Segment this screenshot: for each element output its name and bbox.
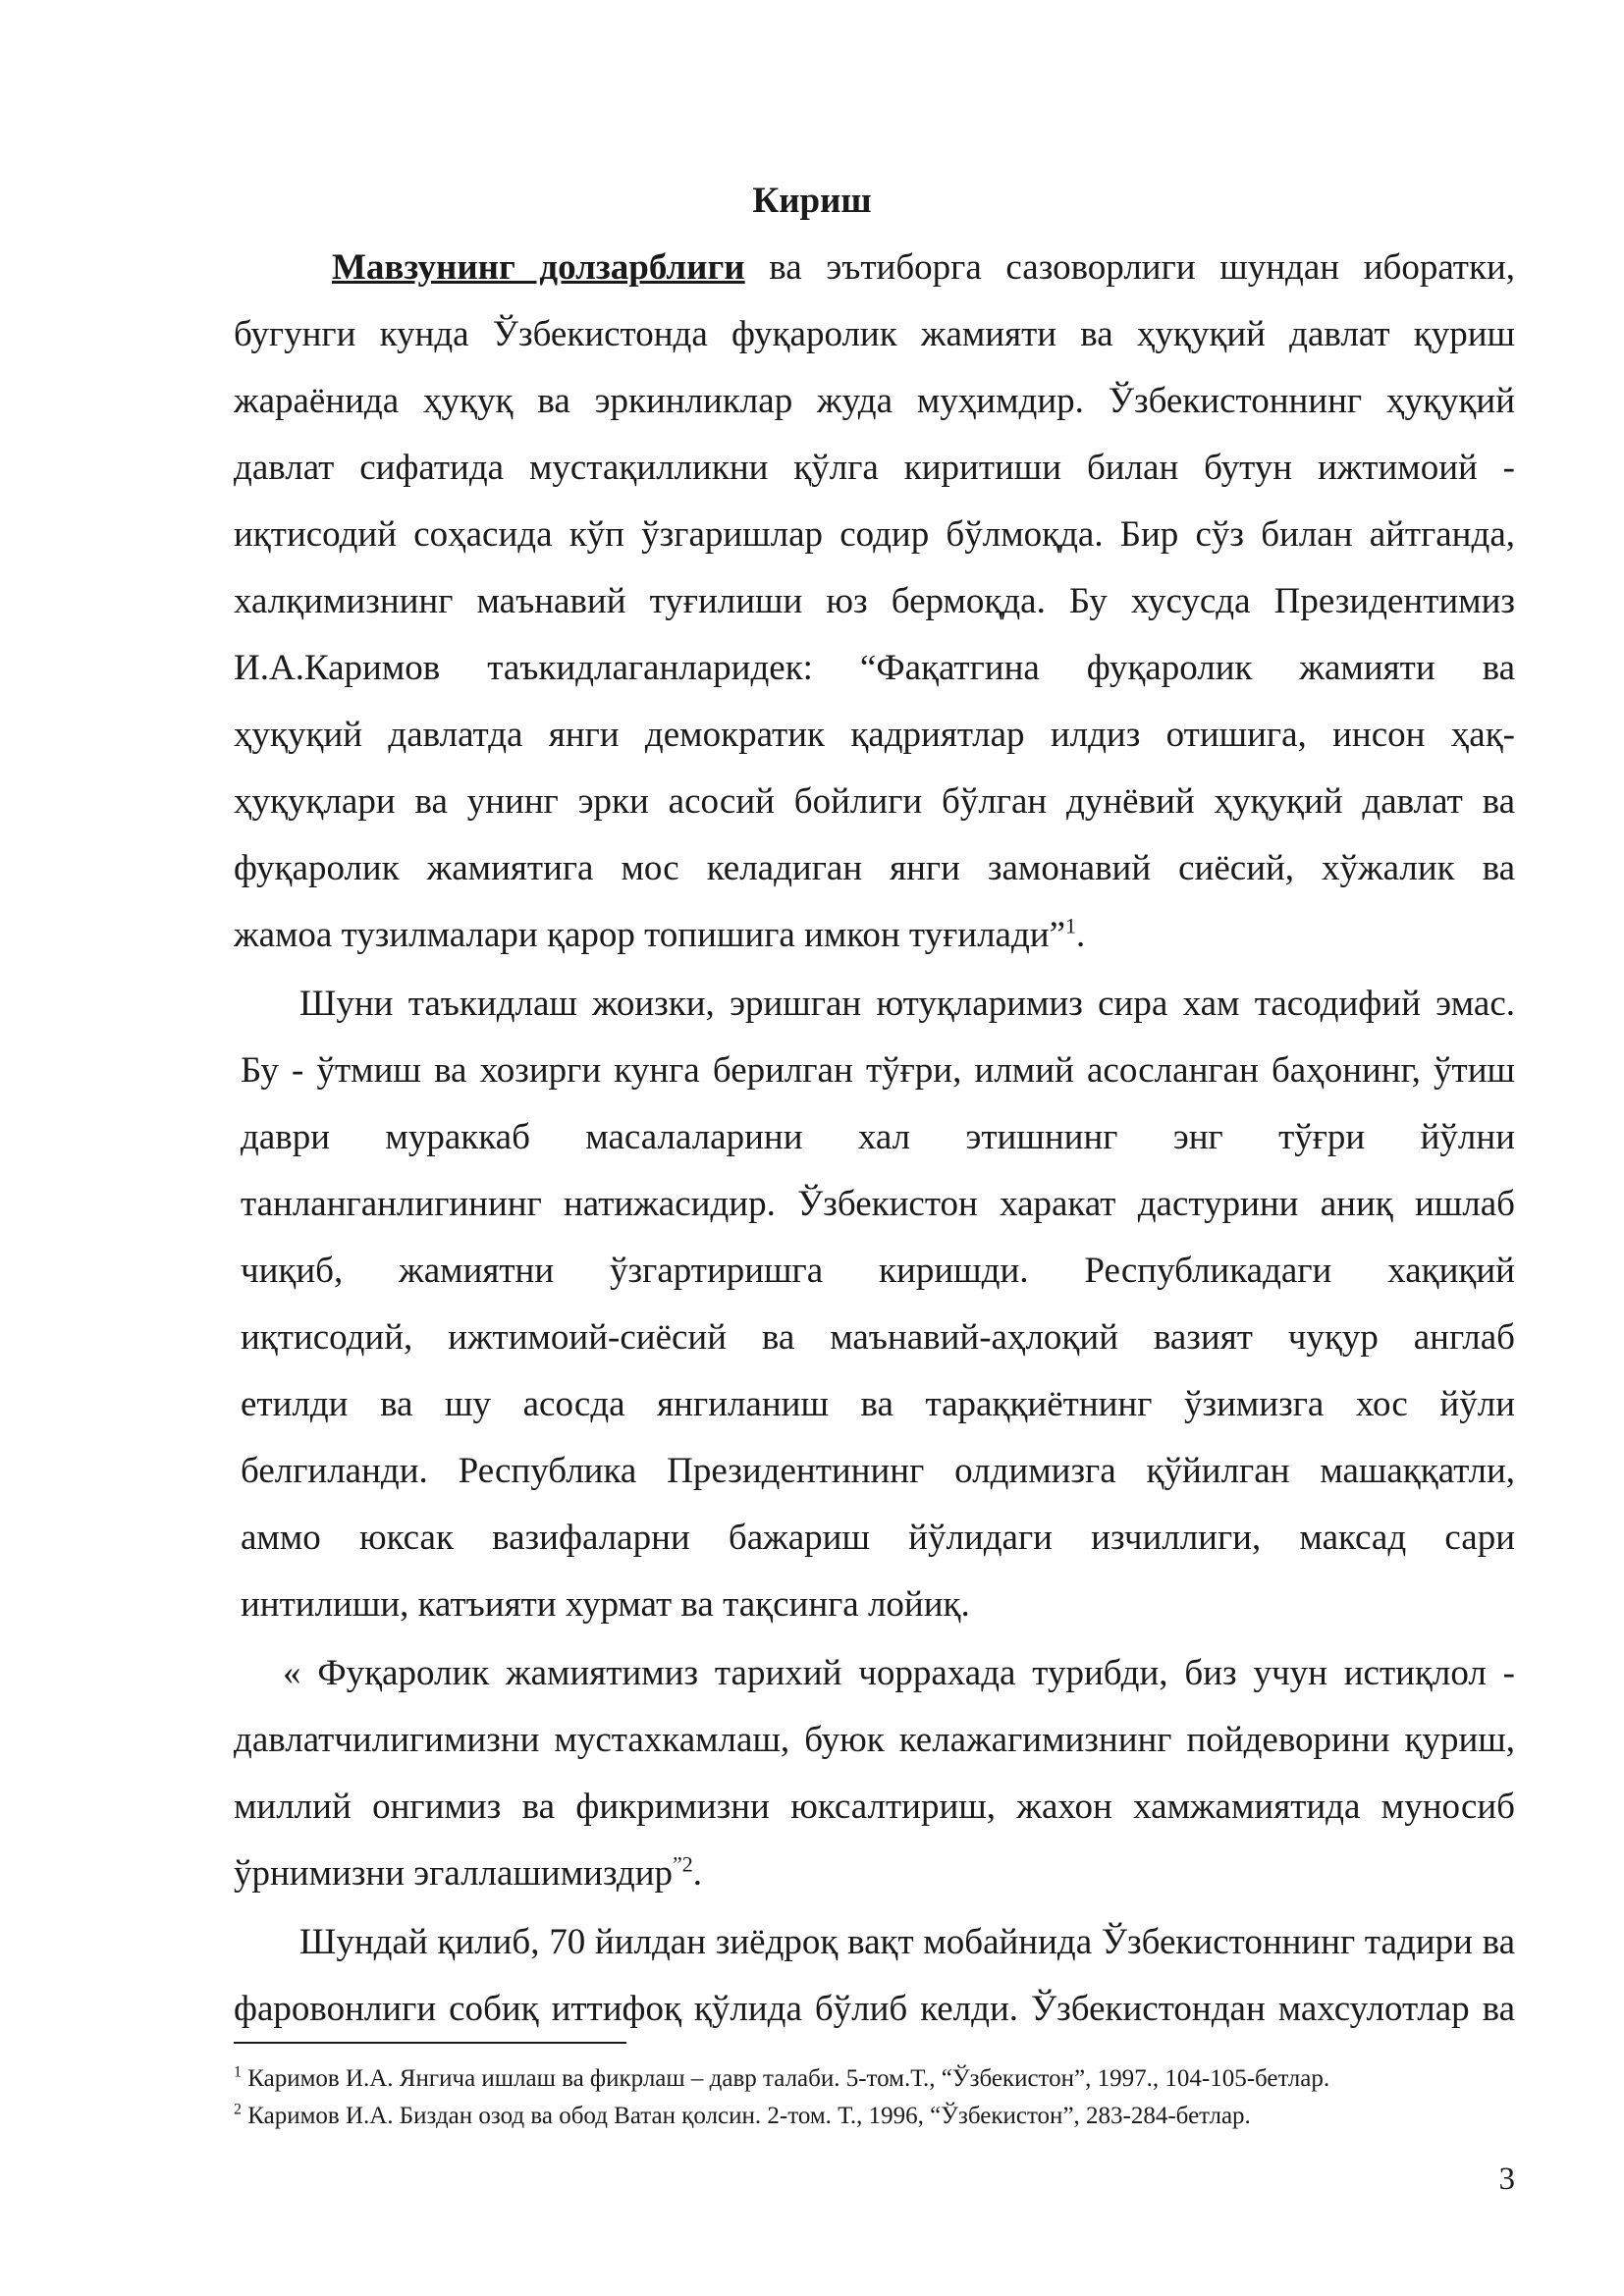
paragraph-2-line-5: чиқиб, жамиятни ўзгартиришга киришди. Республикадаги хақиқий [241,1251,1515,1291]
footnote-2: $^2$ Каримов И.А. Биздан озод ва обод Ватан қолсин. 2-том. Т., 1996, “Ўзбекистон”, 283-284-бетлар. [234,2101,1251,2129]
paragraph-2-line-7: етилди ва шу асосда янгиланиш ва тараққиётнинг ўзимизга хос йўли [241,1384,1515,1424]
paragraph-2-line-2: Бу - ўтмиш ва хозирги кунга берилган тўғри, илмий асосланган баҳонинг, ўтиш [241,1050,1515,1091]
footnote-ref-1: 1 [1065,913,1077,938]
paragraph-2-line-1: Шуни таъкидлаш жоизки, эришган ютуқларимиз сира хам тасодифий эмас. [299,984,1515,1024]
paragraph-1-line-6: халқимизнинг маънавий туғилиши юз бермоқда. Бу хусусда Президентимиз [234,581,1515,621]
paragraph-1-line-7: И.А.Каримов таъкидлаганларидек: “Фақатгина фуқаролик жамияти ва [234,648,1515,688]
paragraph-2-line-8: белгиланди. Республика Президентининг олдимизга қўйилган машаққатли, [241,1451,1515,1491]
topic-term: Мавзунинг долзарблиги [332,247,745,288]
paragraph-4-line-1: Шундай қилиб, 70 йилдан зиёдроқ вақт мобайнида Ўзбекистоннинг тадири ва [299,1922,1515,1962]
page-number: 3 [1498,2162,1515,2197]
paragraph-2-line-3: даври мураккаб масалаларини хал этишнинг энг тўғри йўлни [241,1117,1515,1157]
paragraph-1-line-11: жамоа тузилмалари қарор топишига имкон туғилади”$^1$. [234,913,1086,955]
footnote-separator [234,2042,626,2044]
paragraph-3-line-1: « Фуқаролик жамиятимиз тарихий чоррахада турибди, биз учун истиқлол - [283,1653,1515,1693]
paragraph-3-line-3: миллий онгимиз ва фикримизни юксалтириш, жахон хамжамиятида муносиб [234,1787,1515,1827]
paragraph-2-line-6: иқтисодий, ижтимоий-сиёсий ва маънавий-аҳлоқий вазият чуқур англаб [241,1317,1515,1358]
paragraph-2-line-9: аммо юксак вазифаларни бажариш йўлидаги изчиллиги, максад сари [241,1518,1515,1558]
paragraph-2-line-4: танланганлигининг натижасидир. Ўзбекистон харакат дастурини аниқ ишлаб [241,1184,1515,1224]
paragraph-3-line-4: ўрнимизни эгаллашимиздир$^{”2}$. [234,1851,703,1894]
paragraph-1-line-1: Мавзунинг долзарблиги ва эътиборга сазоворлиги шундан иборатки, [332,247,1515,288]
paragraph-2-line-10: интилиши, катъияти хурмат ва тақсинга лойиқ. [241,1584,970,1625]
paragraph-1-line-5: иқтисодий соҳасида кўп ўзгаришлар содир бўлмоқда. Бир сўз билан айтганда, [234,514,1515,555]
paragraph-1-line-2: бугунги кунда Ўзбекистонда фуқаролик жамияти ва ҳуқуқий давлат қуриш [234,314,1515,354]
paragraph-3-line-2: давлатчилигимизни мустахкамлаш, буюк келажагимизнинг пойдеворини қуриш, [234,1720,1515,1760]
paragraph-1-line-10: фуқаролик жамиятига мос келадиган янги замонавий сиёсий, хўжалик ва [234,848,1515,888]
footnote-1: $^1$ Каримов И.А. Янгича ишлаш ва фикрлаш – давр талаби. 5-том.Т., “Ўзбекистон”, 1997., 104-105-бетлар. [234,2063,1330,2092]
paragraph-1-line-4: давлат сифатида мустақилликни қўлга киритиши билан бутун ижтимоий - [234,448,1515,488]
page-title: Кириш [752,181,872,221]
paragraph-1-line-8: ҳуқуқий давлатда янги демократик қадриятлар илдиз отишига, инсон ҳақ- [234,715,1515,755]
footnote-ref-2: ”2 [673,1851,693,1877]
paragraph-1-line-9: ҳуқуқлари ва унинг эрки асосий бойлиги бўлган дунёвий ҳуқуқий давлат ва [234,781,1515,822]
paragraph-1-line-3: жараёнида ҳуқуқ ва эркинликлар жуда муҳимдир. Ўзбекистоннинг ҳуқуқий [234,381,1515,421]
paragraph-4-line-2: фаровонлиги собиқ иттифоқ қўлида бўлиб келди. Ўзбекистондан махсулотлар ва [234,1989,1515,2029]
